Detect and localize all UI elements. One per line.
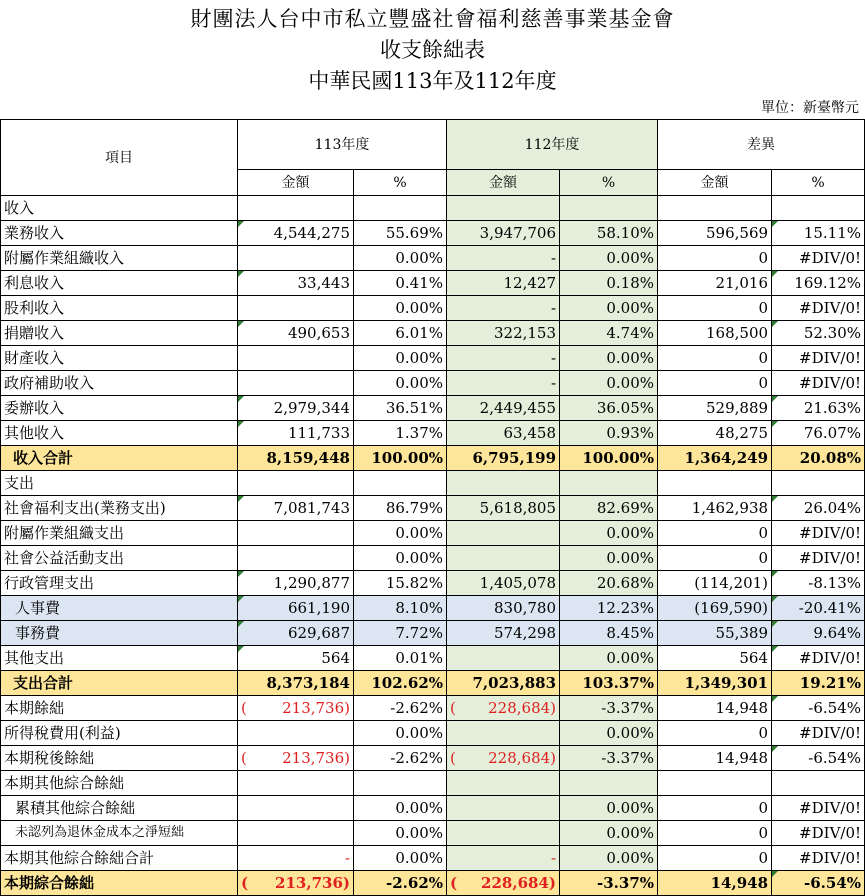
close-paren: ) xyxy=(344,749,350,767)
cell-p112: 0.00% xyxy=(560,846,658,871)
cell-a112: - xyxy=(447,246,560,271)
table-row xyxy=(1,646,865,671)
cell-ad: 0 xyxy=(658,521,772,546)
table-row xyxy=(1,421,865,446)
cell-a112: - xyxy=(447,371,560,396)
cell-pd: 19.21% xyxy=(772,671,865,696)
cell-p112 xyxy=(560,771,658,796)
cell-pd: -6.54% xyxy=(772,746,865,771)
cell-a112 xyxy=(447,871,560,896)
header-item: 項目 xyxy=(1,120,238,196)
cell-p113: 0.00% xyxy=(354,821,447,846)
cell-pd: 52.30% xyxy=(772,321,865,346)
cell-pd: 26.04% xyxy=(772,496,865,521)
cell-a112: 63,458 xyxy=(447,421,560,446)
cell-a113 xyxy=(238,371,354,396)
cell-a113 xyxy=(238,871,354,896)
row-label: 人事費 xyxy=(1,596,238,621)
cell-a112: 1,405,078 xyxy=(447,571,560,596)
table-row xyxy=(1,246,865,271)
cell-pd: 9.64% xyxy=(772,621,865,646)
row-label: 收入 xyxy=(1,196,238,221)
cell-ad: 14,948 xyxy=(658,696,772,721)
cell-pd: #DIV/0! xyxy=(772,821,865,846)
cell-pd: #DIV/0! xyxy=(772,521,865,546)
table-row xyxy=(1,496,865,521)
negative-amount xyxy=(241,871,350,895)
currency-unit: 單位：新臺幣元 xyxy=(761,100,859,116)
cell-ad: (169,590) xyxy=(658,596,772,621)
income-statement-table xyxy=(0,119,865,896)
table-row xyxy=(1,621,865,646)
cell-p113: 100.00% xyxy=(354,446,447,471)
cell-ad: 21,016 xyxy=(658,271,772,296)
cell-p112: 20.68% xyxy=(560,571,658,596)
table-row xyxy=(1,471,865,496)
cell-a113: - xyxy=(238,846,354,871)
cell-ad: 14,948 xyxy=(658,871,772,896)
cell-a113: 661,190 xyxy=(238,596,354,621)
cell-p112: 0.00% xyxy=(560,371,658,396)
cell-a113 xyxy=(238,771,354,796)
cell-ad: 14,948 xyxy=(658,746,772,771)
table-row xyxy=(1,271,865,296)
table-row xyxy=(1,796,865,821)
table-row xyxy=(1,371,865,396)
close-paren: ) xyxy=(342,874,350,892)
row-label: 附屬作業組織收入 xyxy=(1,246,238,271)
cell-a113 xyxy=(238,746,354,771)
cell-pd: 21.63% xyxy=(772,396,865,421)
cell-ad: 0 xyxy=(658,546,772,571)
row-label: 累積其他綜合餘絀 xyxy=(1,796,238,821)
cell-ad xyxy=(658,471,772,496)
row-label: 支出合計 xyxy=(1,671,238,696)
table-row xyxy=(1,571,865,596)
negative-amount xyxy=(241,746,350,770)
row-label: 利息收入 xyxy=(1,271,238,296)
cell-p112: 0.00% xyxy=(560,646,658,671)
cell-p113: -2.62% xyxy=(354,871,447,896)
cell-pd: #DIV/0! xyxy=(772,646,865,671)
header-pct-112: % xyxy=(560,170,658,196)
cell-a113: 2,979,344 xyxy=(238,396,354,421)
cell-p113: 0.00% xyxy=(354,371,447,396)
cell-p113: 0.01% xyxy=(354,646,447,671)
header-amount-113: 金額 xyxy=(238,170,354,196)
open-paren: ( xyxy=(450,699,456,717)
amount-value: 213,736 xyxy=(282,699,345,717)
cell-pd: 76.07% xyxy=(772,421,865,446)
row-label: 捐贈收入 xyxy=(1,321,238,346)
cell-a112: 574,298 xyxy=(447,621,560,646)
table-row xyxy=(1,546,865,571)
cell-a112: 322,153 xyxy=(447,321,560,346)
cell-ad: 0 xyxy=(658,371,772,396)
cell-a112: 6,795,199 xyxy=(447,446,560,471)
cell-p112: 8.45% xyxy=(560,621,658,646)
cell-a112: 5,618,805 xyxy=(447,496,560,521)
cell-pd: 20.08% xyxy=(772,446,865,471)
cell-a112 xyxy=(447,521,560,546)
cell-ad: 168,500 xyxy=(658,321,772,346)
row-label: 事務費 xyxy=(1,621,238,646)
cell-a112 xyxy=(447,796,560,821)
cell-a113 xyxy=(238,696,354,721)
cell-a113 xyxy=(238,471,354,496)
cell-ad: 0 xyxy=(658,246,772,271)
header-amount-112: 金額 xyxy=(447,170,560,196)
cell-a112: - xyxy=(447,346,560,371)
cell-a112 xyxy=(447,696,560,721)
cell-pd: #DIV/0! xyxy=(772,296,865,321)
cell-ad: 55,389 xyxy=(658,621,772,646)
cell-p112: 12.23% xyxy=(560,596,658,621)
open-paren: ( xyxy=(450,749,456,767)
cell-a112 xyxy=(447,721,560,746)
table-row xyxy=(1,771,865,796)
cell-a113: 8,373,184 xyxy=(238,671,354,696)
cell-pd: #DIV/0! xyxy=(772,246,865,271)
cell-pd: #DIV/0! xyxy=(772,846,865,871)
cell-p112 xyxy=(560,471,658,496)
cell-pd: #DIV/0! xyxy=(772,721,865,746)
cell-a112 xyxy=(447,771,560,796)
cell-p113: 0.00% xyxy=(354,721,447,746)
amount-value: 213,736 xyxy=(282,749,345,767)
amount-value: 228,684 xyxy=(488,749,551,767)
cell-p113: 102.62% xyxy=(354,671,447,696)
cell-p113: 36.51% xyxy=(354,396,447,421)
cell-a112: - xyxy=(447,296,560,321)
table-row xyxy=(1,346,865,371)
cell-pd: -6.54% xyxy=(772,696,865,721)
cell-p112: 82.69% xyxy=(560,496,658,521)
cell-a112: - xyxy=(447,846,560,871)
header-year-112: 112年度 xyxy=(447,120,658,170)
close-paren: ) xyxy=(344,699,350,717)
cell-p113: 0.41% xyxy=(354,271,447,296)
cell-p113: 0.00% xyxy=(354,521,447,546)
row-label: 本期稅後餘絀 xyxy=(1,746,238,771)
row-label: 本期餘絀 xyxy=(1,696,238,721)
cell-p112: 0.00% xyxy=(560,521,658,546)
row-label: 本期其他綜合餘絀合計 xyxy=(1,846,238,871)
open-paren: ( xyxy=(241,749,247,767)
cell-ad: (114,201) xyxy=(658,571,772,596)
table-row xyxy=(1,321,865,346)
cell-pd: -8.13% xyxy=(772,571,865,596)
cell-pd: -6.54% xyxy=(772,871,865,896)
cell-ad: 529,889 xyxy=(658,396,772,421)
cell-ad: 1,462,938 xyxy=(658,496,772,521)
cell-p113: 55.69% xyxy=(354,221,447,246)
header-pct-diff: % xyxy=(772,170,865,196)
cell-ad: 0 xyxy=(658,721,772,746)
cell-p113: 86.79% xyxy=(354,496,447,521)
open-paren: ( xyxy=(450,874,458,892)
cell-a112 xyxy=(447,546,560,571)
cell-p112: 0.00% xyxy=(560,346,658,371)
cell-ad: 48,275 xyxy=(658,421,772,446)
cell-p113 xyxy=(354,771,447,796)
cell-pd: #DIV/0! xyxy=(772,546,865,571)
table-row xyxy=(1,521,865,546)
cell-pd xyxy=(772,771,865,796)
row-label: 本期綜合餘絀 xyxy=(1,871,238,896)
header-amount-diff: 金額 xyxy=(658,170,772,196)
org-title: 財團法人台中市私立豐盛社會福利慈善事業基金會 xyxy=(190,7,675,31)
cell-pd: -20.41% xyxy=(772,596,865,621)
cell-p113 xyxy=(354,471,447,496)
table-row xyxy=(1,221,865,246)
cell-a113 xyxy=(238,521,354,546)
cell-pd: #DIV/0! xyxy=(772,371,865,396)
row-label: 支出 xyxy=(1,471,238,496)
cell-p113: 7.72% xyxy=(354,621,447,646)
cell-a113 xyxy=(238,546,354,571)
report-titles xyxy=(0,4,865,97)
cell-p112: 0.00% xyxy=(560,821,658,846)
cell-ad xyxy=(658,196,772,221)
row-label: 委辦收入 xyxy=(1,396,238,421)
table-row xyxy=(1,596,865,621)
cell-a113 xyxy=(238,296,354,321)
table-row xyxy=(1,721,865,746)
cell-p113: 0.00% xyxy=(354,346,447,371)
negative-amount xyxy=(450,696,556,720)
cell-p112: 0.00% xyxy=(560,246,658,271)
row-label: 附屬作業組織支出 xyxy=(1,521,238,546)
amount-value: 228,684 xyxy=(481,874,549,892)
report-title: 收支餘絀表 xyxy=(380,38,485,62)
table-row xyxy=(1,871,865,896)
close-paren: ) xyxy=(550,749,557,767)
row-label: 股利收入 xyxy=(1,296,238,321)
cell-p112: -3.37% xyxy=(560,696,658,721)
table-row xyxy=(1,846,865,871)
cell-p113: 0.00% xyxy=(354,296,447,321)
cell-p112: 0.00% xyxy=(560,721,658,746)
cell-ad: 0 xyxy=(658,821,772,846)
cell-p112: 58.10% xyxy=(560,221,658,246)
cell-a113: 7,081,743 xyxy=(238,496,354,521)
table-row xyxy=(1,296,865,321)
row-label: 未認列為退休金成本之淨短絀 xyxy=(1,821,238,846)
cell-a113: 4,544,275 xyxy=(238,221,354,246)
cell-a112 xyxy=(447,196,560,221)
cell-a113: 564 xyxy=(238,646,354,671)
cell-p112: 36.05% xyxy=(560,396,658,421)
row-label: 所得稅費用(利益) xyxy=(1,721,238,746)
cell-a112: 2,449,455 xyxy=(447,396,560,421)
row-label: 政府補助收入 xyxy=(1,371,238,396)
cell-p113 xyxy=(354,196,447,221)
cell-ad xyxy=(658,771,772,796)
cell-a112 xyxy=(447,646,560,671)
cell-a113 xyxy=(238,346,354,371)
row-label: 社會公益活動支出 xyxy=(1,546,238,571)
negative-amount xyxy=(241,696,350,720)
cell-p113: 0.00% xyxy=(354,846,447,871)
close-paren: ) xyxy=(550,699,557,717)
cell-a112: 830,780 xyxy=(447,596,560,621)
cell-p112: 0.00% xyxy=(560,796,658,821)
cell-a112 xyxy=(447,821,560,846)
negative-amount xyxy=(450,746,556,770)
cell-p112 xyxy=(560,196,658,221)
row-label: 行政管理支出 xyxy=(1,571,238,596)
table-row xyxy=(1,746,865,771)
cell-a113: 111,733 xyxy=(238,421,354,446)
cell-p112: -3.37% xyxy=(560,871,658,896)
cell-p113: 8.10% xyxy=(354,596,447,621)
period-title: 中華民國113年及112年度 xyxy=(308,69,557,93)
cell-a113 xyxy=(238,246,354,271)
header-pct-113: % xyxy=(354,170,447,196)
cell-p112: 0.18% xyxy=(560,271,658,296)
cell-a112: 7,023,883 xyxy=(447,671,560,696)
cell-a113: 8,159,448 xyxy=(238,446,354,471)
cell-p112: 103.37% xyxy=(560,671,658,696)
table-row xyxy=(1,696,865,721)
row-label: 其他收入 xyxy=(1,421,238,446)
cell-a113: 629,687 xyxy=(238,621,354,646)
cell-p113: 6.01% xyxy=(354,321,447,346)
cell-ad: 0 xyxy=(658,796,772,821)
cell-a112: 3,947,706 xyxy=(447,221,560,246)
open-paren: ( xyxy=(241,699,247,717)
cell-a113: 1,290,877 xyxy=(238,571,354,596)
table-row xyxy=(1,821,865,846)
header-row-years xyxy=(1,120,865,170)
cell-pd: #DIV/0! xyxy=(772,796,865,821)
cell-p112: 0.00% xyxy=(560,546,658,571)
cell-ad: 1,349,301 xyxy=(658,671,772,696)
cell-a112 xyxy=(447,746,560,771)
row-label: 社會福利支出(業務支出) xyxy=(1,496,238,521)
cell-a112 xyxy=(447,471,560,496)
cell-p113: 1.37% xyxy=(354,421,447,446)
open-paren: ( xyxy=(241,874,249,892)
cell-ad: 596,569 xyxy=(658,221,772,246)
cell-a113 xyxy=(238,721,354,746)
table-row xyxy=(1,196,865,221)
cell-pd: 15.11% xyxy=(772,221,865,246)
table-row xyxy=(1,396,865,421)
row-label: 收入合計 xyxy=(1,446,238,471)
cell-p112: 100.00% xyxy=(560,446,658,471)
cell-a113 xyxy=(238,821,354,846)
cell-pd: #DIV/0! xyxy=(772,346,865,371)
cell-ad: 0 xyxy=(658,346,772,371)
row-label: 財產收入 xyxy=(1,346,238,371)
table-row xyxy=(1,671,865,696)
header-year-113: 113年度 xyxy=(238,120,447,170)
cell-p113: 0.00% xyxy=(354,796,447,821)
cell-a112: 12,427 xyxy=(447,271,560,296)
row-label: 其他支出 xyxy=(1,646,238,671)
cell-p113: 0.00% xyxy=(354,246,447,271)
cell-p112: 4.74% xyxy=(560,321,658,346)
cell-ad: 564 xyxy=(658,646,772,671)
cell-p113: -2.62% xyxy=(354,746,447,771)
cell-a113: 490,653 xyxy=(238,321,354,346)
table-row xyxy=(1,446,865,471)
cell-pd xyxy=(772,471,865,496)
row-label: 業務收入 xyxy=(1,221,238,246)
amount-value: 228,684 xyxy=(488,699,551,717)
cell-a113 xyxy=(238,796,354,821)
cell-p112: -3.37% xyxy=(560,746,658,771)
row-label: 本期其他綜合餘絀 xyxy=(1,771,238,796)
negative-amount xyxy=(450,871,556,895)
cell-p112: 0.00% xyxy=(560,296,658,321)
cell-p112: 0.93% xyxy=(560,421,658,446)
cell-pd: 169.12% xyxy=(772,271,865,296)
cell-ad: 1,364,249 xyxy=(658,446,772,471)
cell-p113: 0.00% xyxy=(354,546,447,571)
cell-a113 xyxy=(238,196,354,221)
amount-value: 213,736 xyxy=(275,874,343,892)
header-diff: 差異 xyxy=(658,120,865,170)
cell-ad: 0 xyxy=(658,846,772,871)
cell-pd xyxy=(772,196,865,221)
cell-ad: 0 xyxy=(658,296,772,321)
cell-a113: 33,443 xyxy=(238,271,354,296)
cell-p113: 15.82% xyxy=(354,571,447,596)
cell-p113: -2.62% xyxy=(354,696,447,721)
close-paren: ) xyxy=(548,874,557,892)
